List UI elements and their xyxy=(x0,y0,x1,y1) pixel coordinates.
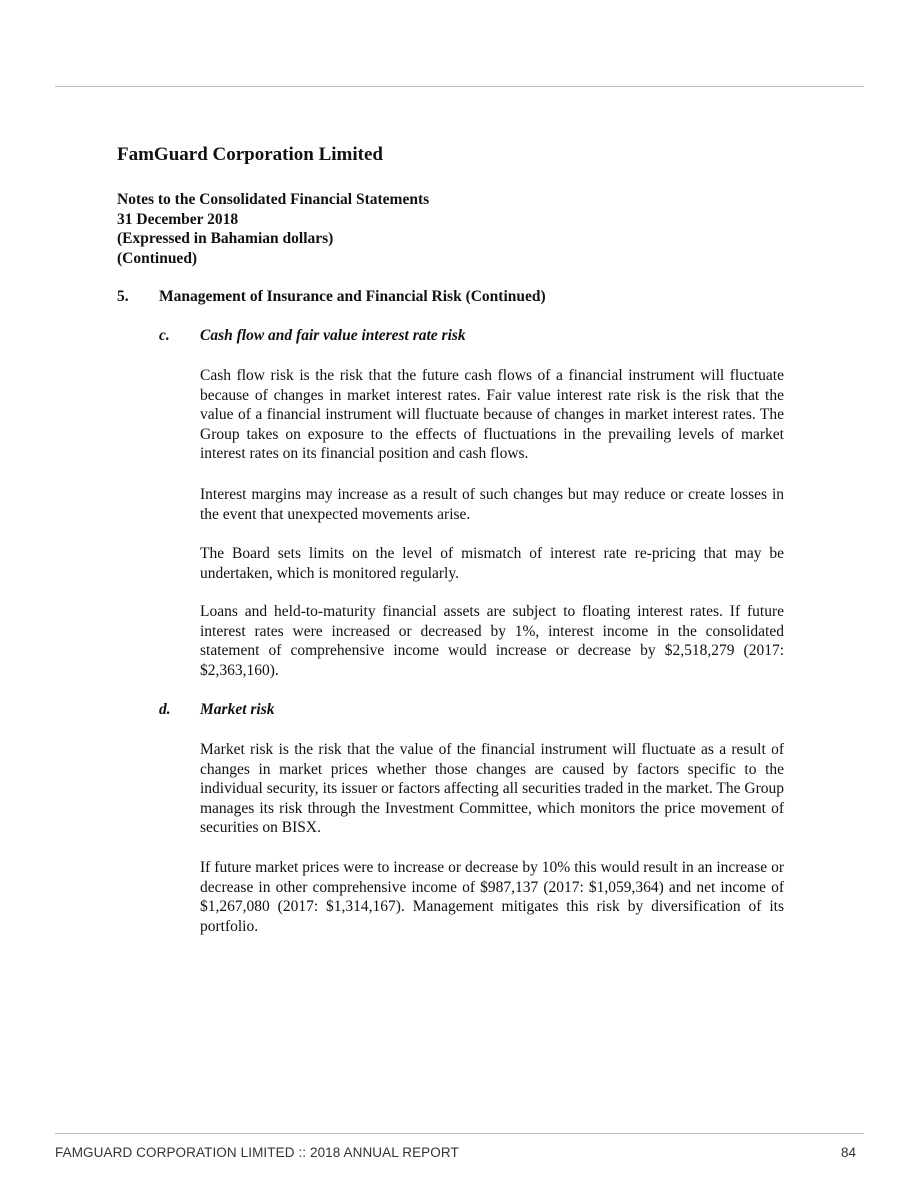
paragraph-interest-margins: Interest margins may increase as a result of such changes but may reduce or create losses in the event that unexpected movements arise. xyxy=(200,486,784,523)
section-title: Management of Insurance and Financial Risk (Continued) xyxy=(159,288,546,305)
statement-header xyxy=(117,190,429,268)
subsection-d-title: Market risk xyxy=(200,701,275,718)
paragraph-market-risk: Market risk is the risk that the value of the financial instrument will fluctuate as a result of changes in market prices whether those changes are caused by factors specific to the individual security, its issuer or factors affecting all securities traded in the market. The Group manages its risk through the Investment Committee, which monitors the price movement of securities on BISX. xyxy=(200,741,784,837)
paragraph-board-limits: The Board sets limits on the level of mismatch of interest rate re-pricing that may be undertaken, which is monitored regularly. xyxy=(200,545,784,582)
top-divider xyxy=(55,86,864,87)
bottom-divider xyxy=(55,1133,864,1134)
subsection-c-title: Cash flow and fair value interest rate risk xyxy=(200,327,466,344)
footer-report-title: FAMGUARD CORPORATION LIMITED :: 2018 ANNUAL REPORT xyxy=(55,1145,459,1160)
paragraph-price-sensitivity: If future market prices were to increase or decrease by 10% this would result in an increase or decrease in other comprehensive income of $987,137 (2017: $1,059,364) and net income of $1,267,080 (2017: $1,314,167). Management mitigates this risk by diversification of its portfolio. xyxy=(200,859,784,935)
subsection-d-letter: d. xyxy=(159,701,171,718)
paragraph-cash-flow-risk: Cash flow risk is the risk that the future cash flows of a financial instrument will fluctuate because of changes in market interest rates. Fair value interest rate risk is the risk that the value of a financial instrument will fluctuate because of changes in market interest rates. The Group takes on exposure to the effects of fluctuations in the prevailing levels of market interest rates on its financial position and cash flows. xyxy=(200,367,784,463)
paragraph-floating-rates: Loans and held-to-maturity financial assets are subject to floating interest rates. If future interest rates were increased or decreased by 1%, interest income in the consolidated statement of comprehensive income would increase or decrease by $2,518,279 (2017: $2,363,160). xyxy=(200,603,784,679)
subsection-c-letter: c. xyxy=(159,327,170,344)
header-date: 31 December 2018 xyxy=(117,210,239,228)
company-name: FamGuard Corporation Limited xyxy=(117,144,383,165)
header-continued: (Continued) xyxy=(117,249,198,267)
header-currency: (Expressed in Bahamian dollars) xyxy=(117,230,334,247)
page-number: 84 xyxy=(840,1145,856,1160)
header-notes-title: Notes to the Consolidated Financial Statements xyxy=(117,191,430,208)
section-number: 5. xyxy=(117,288,129,305)
